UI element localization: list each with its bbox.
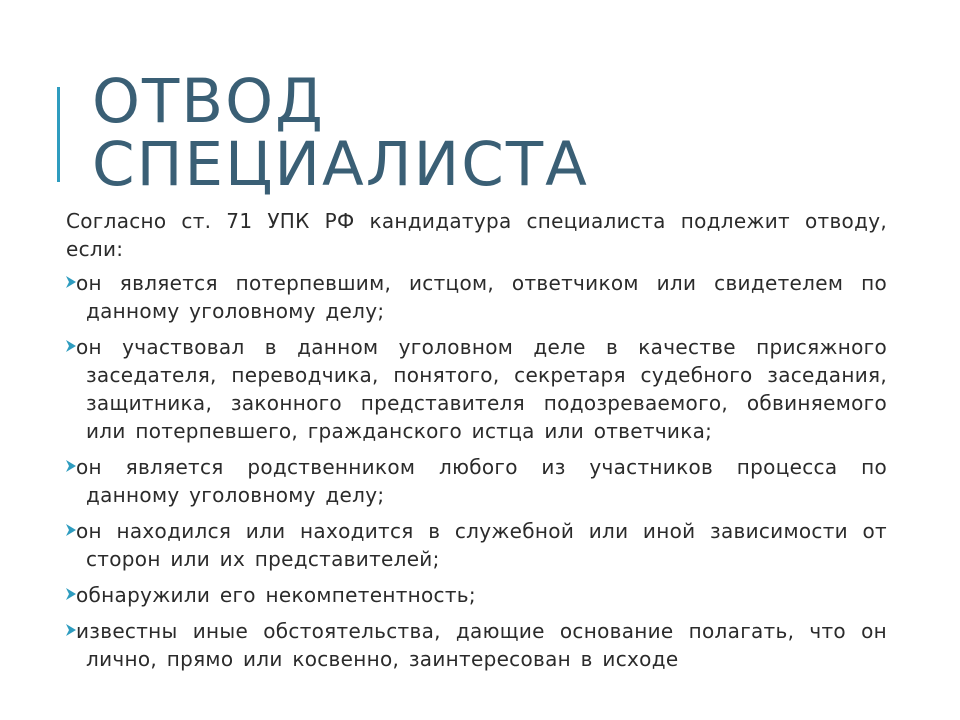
list-item [66, 333, 887, 445]
arrowhead-bullet-icon [66, 276, 76, 288]
list-item [66, 517, 887, 573]
list-item [66, 581, 887, 609]
bullet-text: обнаружили его некомпетентность; [76, 583, 476, 607]
bullet-text: он является потерпевшим, истцом, ответчиком или свидетелем по данному уголовному делу; [76, 271, 887, 323]
intro-paragraph: Согласно ст. 71 УПК РФ кандидатура специалиста подлежит отводу, если: [66, 209, 887, 261]
list-item [66, 453, 887, 509]
arrowhead-bullet-icon [66, 624, 76, 636]
bullet-list [66, 269, 887, 673]
bullet-text: он является родственником любого из участников процесса по данному уголовному делу; [76, 455, 887, 507]
arrowhead-bullet-icon [66, 340, 76, 352]
arrowhead-bullet-icon [66, 460, 76, 472]
arrowhead-bullet-icon [66, 524, 76, 536]
bullet-text: известны иные обстоятельства, дающие основание полагать, что он лично, прямо или косвенно, заинтересован в исходе [76, 619, 887, 671]
list-item [66, 617, 887, 673]
list-item [66, 269, 887, 325]
bullet-text: он находился или находится в служебной или иной зависимости от сторон или их представителей; [76, 519, 887, 571]
title-accent-bar [57, 87, 60, 182]
title-line-1: ОТВОД [92, 66, 325, 137]
title-line-2: СПЕЦИАЛИСТА [92, 129, 589, 200]
slide-body [66, 207, 887, 681]
arrowhead-bullet-icon [66, 588, 76, 600]
bullet-text: он участвовал в данном уголовном деле в качестве присяжного заседателя, переводчика, понятого, секретаря судебного заседания, защитника, законного представителя подозреваемого, обвиняемого или потерпевшего, гражданского истца или ответчика; [76, 335, 887, 443]
slide-title [92, 66, 589, 200]
